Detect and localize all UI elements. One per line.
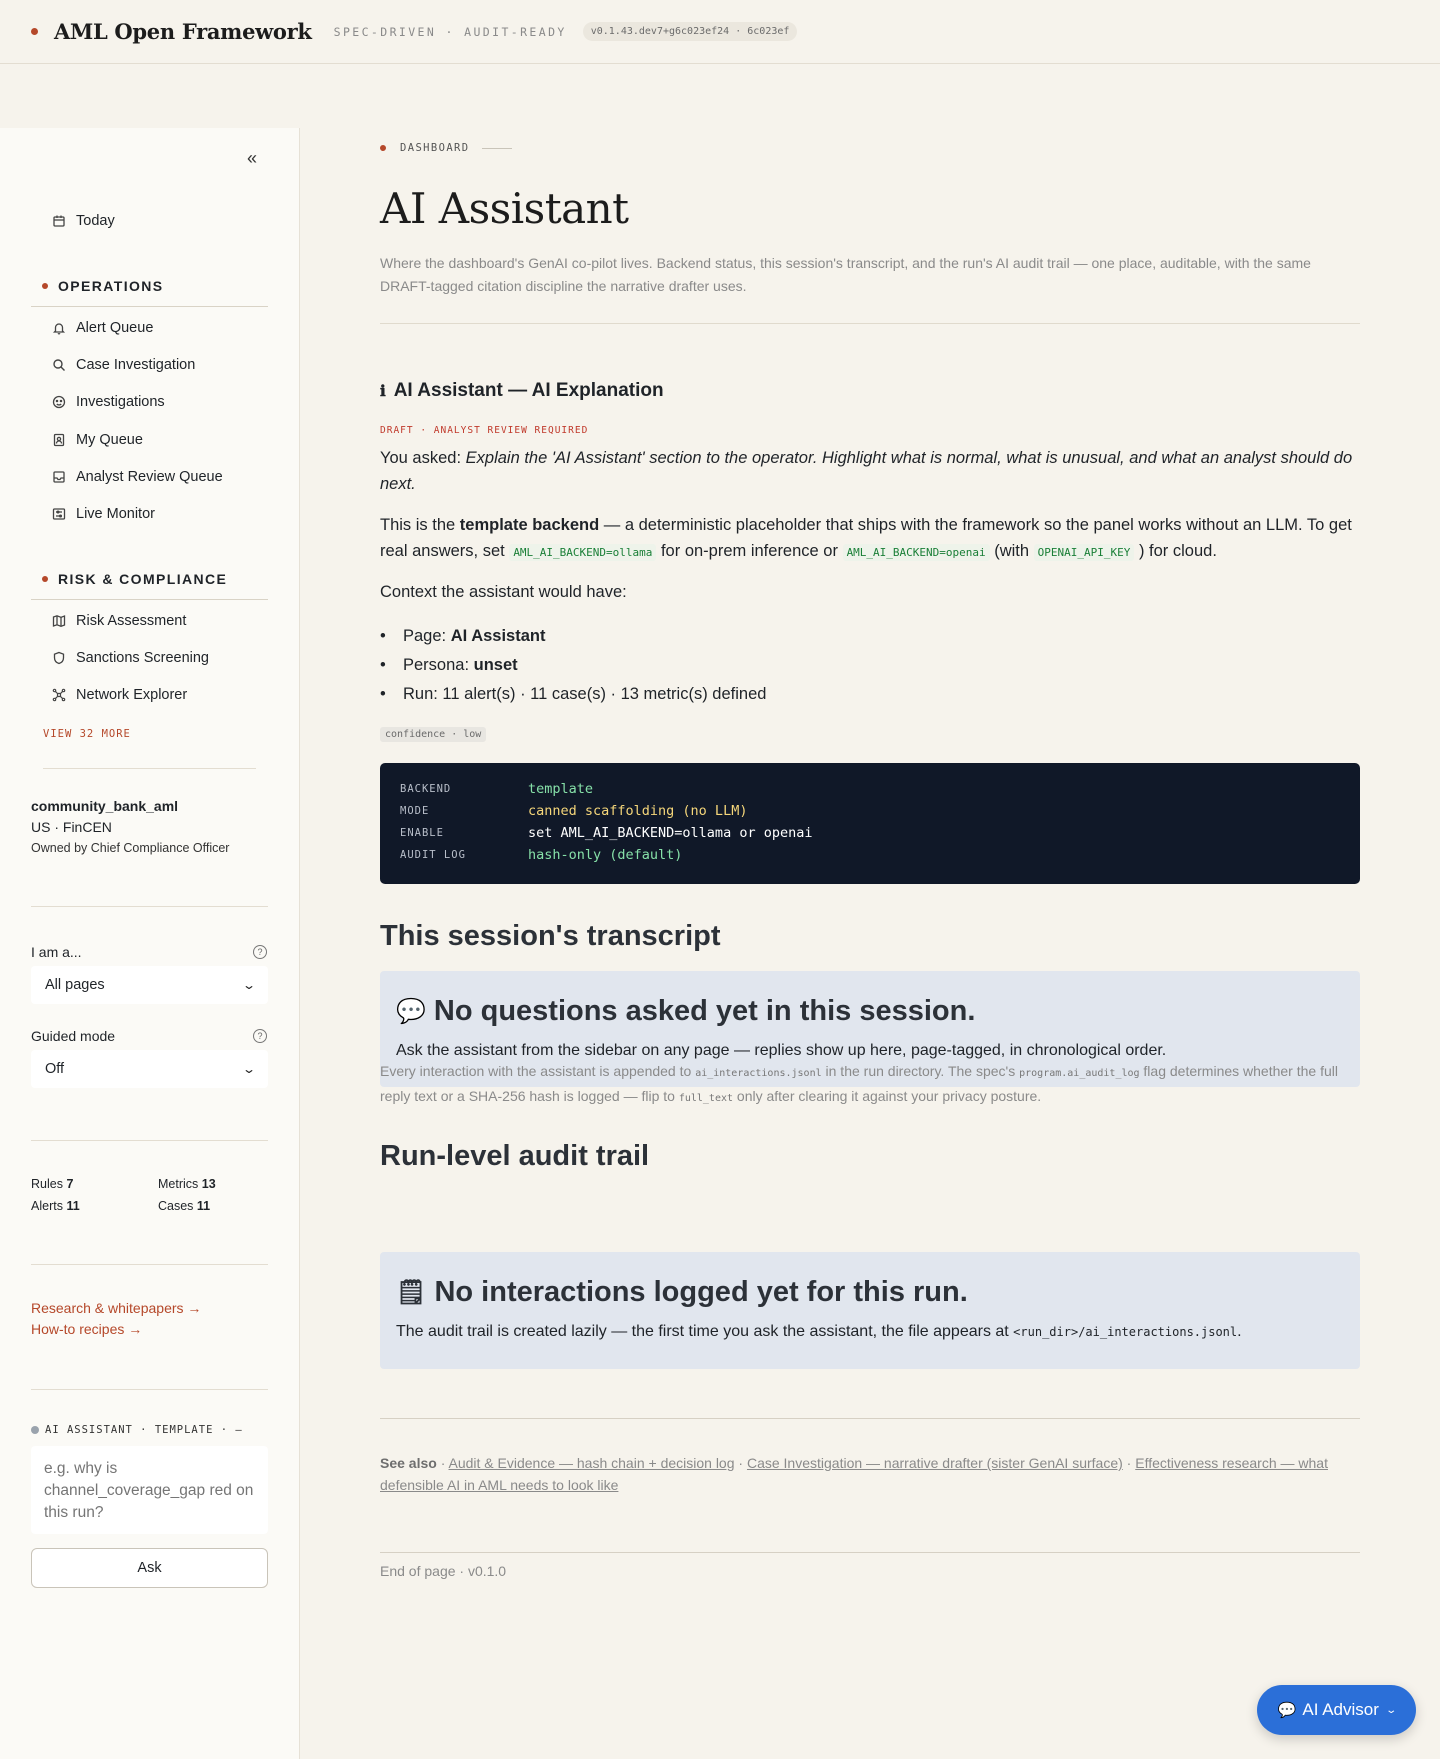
section-dot	[42, 576, 48, 582]
nav-label: Case Investigation	[76, 357, 196, 373]
nav-label: Analyst Review Queue	[76, 469, 223, 485]
calendar-icon	[52, 214, 66, 228]
help-icon[interactable]: ?	[253, 1029, 267, 1043]
ai-advisor-label: AI Advisor	[1302, 1700, 1379, 1719]
research-link[interactable]: Research & whitepapers →	[31, 1300, 202, 1316]
ask-button[interactable]: Ask	[31, 1548, 268, 1588]
notepad-icon: 🗒	[396, 1279, 427, 1306]
nav-label: Alert Queue	[76, 320, 154, 336]
org-name: community_bank_aml	[31, 798, 179, 814]
context-intro: Context the assistant would have:	[380, 583, 627, 601]
divider	[380, 1552, 1360, 1553]
map-icon	[52, 614, 66, 628]
divider	[31, 1140, 268, 1141]
code-api-key: OPENAI_API_KEY	[1034, 544, 1135, 561]
speech-bubble-icon: 💬	[396, 998, 426, 1025]
ask-input[interactable]	[31, 1446, 268, 1534]
divider	[31, 906, 268, 907]
section-operations-title: OPERATIONS	[58, 278, 164, 294]
transcript-empty-text: Ask the assistant from the sidebar on any page — replies show up here, page-tagged, in chronological order.	[396, 1042, 1167, 1059]
see-also-label: See also	[380, 1455, 437, 1471]
see-also-link-research[interactable]: Effectiveness research — what defensible AI in AML needs to look like	[380, 1455, 1328, 1493]
nav-label: Risk Assessment	[76, 613, 187, 629]
see-also-link-audit[interactable]: Audit & Evidence — hash chain + decision log	[448, 1455, 735, 1471]
info-icon: ℹ	[380, 382, 386, 400]
chevron-down-icon: ⌄	[1385, 1704, 1397, 1716]
nav-analyst-review-queue[interactable]	[52, 466, 223, 488]
status-dot	[31, 1426, 39, 1434]
page-title: AI Assistant	[380, 184, 629, 233]
audit-empty-text: The audit trail is created lazily — the first time you ask the assistant, the file appears at <run_dir>/ai_interactions.jsonl.	[396, 1323, 1242, 1340]
top-bar	[0, 0, 1440, 64]
section-risk-title: RISK & COMPLIANCE	[58, 571, 228, 587]
mode-row: MODE canned scaffolding (no LLM)	[400, 803, 748, 819]
ai-assistant-status	[31, 1424, 243, 1436]
audit-empty-panel	[380, 1252, 1360, 1369]
shield-icon	[52, 651, 66, 665]
sidebar	[0, 128, 300, 1759]
transcript-heading: This session's transcript	[380, 920, 721, 952]
section-dot	[42, 283, 48, 289]
nav-label: Live Monitor	[76, 506, 155, 522]
stat-cases: Cases 11	[158, 1199, 211, 1213]
divider	[380, 323, 1360, 324]
search-icon	[52, 358, 66, 372]
chevron-down-icon: ⌄	[241, 1062, 257, 1076]
list-item: • Persona: unset	[380, 651, 766, 680]
asked-paragraph: You asked: Explain the 'AI Assistant' section to the operator. Highlight what is normal, what is unusual, and what an analyst should do next.	[380, 449, 1353, 493]
stat-alerts: Alerts 11	[31, 1199, 80, 1213]
help-icon[interactable]: ?	[253, 945, 267, 959]
nav-case-investigation[interactable]	[52, 354, 195, 376]
code-openai: AML_AI_BACKEND=openai	[843, 544, 990, 561]
confidence-badge: confidence · low	[380, 727, 486, 742]
divider	[31, 1264, 268, 1265]
see-also-link-case[interactable]: Case Investigation — narrative drafter (sister GenAI surface)	[746, 1455, 1123, 1471]
end-of-page: End of page · v0.1.0	[380, 1563, 507, 1579]
list-item: • Page: AI Assistant	[380, 622, 766, 651]
nav-alert-queue[interactable]	[52, 317, 153, 339]
divider	[43, 768, 256, 769]
context-list	[380, 622, 766, 709]
brand-tagline: SPEC-DRIVEN · AUDIT-READY	[333, 24, 567, 39]
explanation-heading-text: AI Assistant — AI Explanation	[393, 380, 664, 401]
draft-tag: DRAFT · ANALYST REVIEW REQUIRED	[380, 425, 589, 436]
nav-risk-assessment[interactable]	[52, 610, 186, 632]
code-ollama: AML_AI_BACKEND=ollama	[509, 544, 656, 561]
recipes-link[interactable]: How-to recipes →	[31, 1321, 143, 1337]
nav-label: Network Explorer	[76, 687, 188, 703]
transcript-empty-title: No questions asked yet in this session.	[433, 995, 976, 1027]
guided-mode-label: Guided mode	[31, 1028, 116, 1044]
speech-bubble-icon: 💬	[1277, 1702, 1297, 1719]
breadcrumb	[380, 142, 512, 154]
ai-status-text: AI ASSISTANT · TEMPLATE · —	[45, 1424, 243, 1436]
sliders-icon	[52, 507, 66, 521]
id-badge-icon	[52, 433, 66, 447]
section-divider	[31, 306, 268, 307]
stat-rules: Rules 7	[31, 1177, 74, 1191]
backend-info-box	[380, 763, 1360, 884]
page-description: Where the dashboard's GenAI co-pilot lives. Backend status, this session's transcript, and the run's AI audit trail — one place, auditable, with the same DRAFT-tagged citation discipline the narrative drafter uses.	[380, 255, 1311, 294]
breadcrumb-dot	[380, 145, 386, 151]
section-operations[interactable]	[42, 278, 164, 294]
breadcrumb-label[interactable]: DASHBOARD	[400, 142, 470, 154]
list-item: • Run: 11 alert(s) · 11 case(s) · 13 metric(s) defined	[380, 680, 766, 709]
face-icon	[52, 395, 66, 409]
nav-today[interactable]	[52, 210, 115, 232]
audit-trail-description: Every interaction with the assistant is appended to ai_interactions.jsonl in the run directory. The spec's program.ai_audit_log flag determines whether the full reply text or a SHA-256 hash is logged — flip to full_text only after clearing it against your privacy posture.	[380, 1063, 1338, 1104]
org-jurisdiction: US · FinCEN	[31, 819, 112, 835]
audit-log-row: AUDIT LOG hash-only (default)	[400, 847, 683, 863]
org-owner: Owned by Chief Compliance Officer	[31, 841, 230, 855]
nav-today-label: Today	[76, 213, 115, 229]
nav-label: Sanctions Screening	[76, 650, 209, 666]
inbox-icon	[52, 470, 66, 484]
audit-empty-title: No interactions logged yet for this run.	[434, 1276, 968, 1308]
audit-trail-heading: Run-level audit trail	[380, 1140, 650, 1172]
nav-my-queue[interactable]	[52, 429, 143, 451]
see-also: See also · Audit & Evidence — hash chain + decision log · Case Investigation — narrative drafter (sister GenAI surface) · Effectiveness research — what defensible AI in AML needs to look like	[380, 1455, 1328, 1493]
nav-label: My Queue	[76, 432, 143, 448]
brand-dot	[31, 28, 38, 35]
nav-live-monitor[interactable]	[52, 503, 155, 525]
stat-metrics: Metrics 13	[158, 1177, 216, 1191]
nav-label: Investigations	[76, 394, 165, 410]
divider	[380, 1418, 1360, 1419]
backend-paragraph: This is the template backend — a deterministic placeholder that ships with the framework so the panel works without an LLM. To get real answers, set AML_AI_BACKEND=ollama for on-prem inference or AML_AI_BACKEND=openai (with OPENAI_API_KEY ) for cloud.	[380, 516, 1352, 560]
brand-title[interactable]: AML Open Framework	[54, 19, 312, 44]
view-more-link[interactable]: VIEW 32 MORE	[43, 728, 131, 740]
backend-row: BACKEND template	[400, 781, 594, 797]
nav-sanctions-screening[interactable]	[52, 647, 209, 669]
explanation-heading	[380, 380, 664, 402]
divider	[31, 1389, 268, 1390]
chevron-down-icon: ⌄	[241, 978, 257, 992]
section-divider	[31, 599, 268, 600]
network-icon	[52, 688, 66, 702]
enable-row: ENABLE set AML_AI_BACKEND=ollama or openai	[400, 825, 813, 841]
guided-mode-select-value: Off	[45, 1061, 65, 1077]
collapse-sidebar-icon[interactable]: «	[246, 148, 257, 168]
persona-select-value: All pages	[45, 977, 105, 993]
nav-network-explorer[interactable]	[52, 684, 187, 706]
nav-investigations[interactable]	[52, 391, 165, 413]
breadcrumb-line	[482, 148, 512, 149]
version-badge: v0.1.43.dev7+g6c023ef24 · 6c023ef	[583, 22, 798, 41]
persona-select[interactable]	[31, 966, 268, 1004]
bell-icon	[52, 321, 66, 335]
persona-label: I am a...	[31, 944, 82, 960]
guided-mode-select[interactable]	[31, 1050, 268, 1088]
section-risk-compliance[interactable]	[42, 571, 227, 587]
ai-advisor-button[interactable]	[1257, 1685, 1416, 1735]
